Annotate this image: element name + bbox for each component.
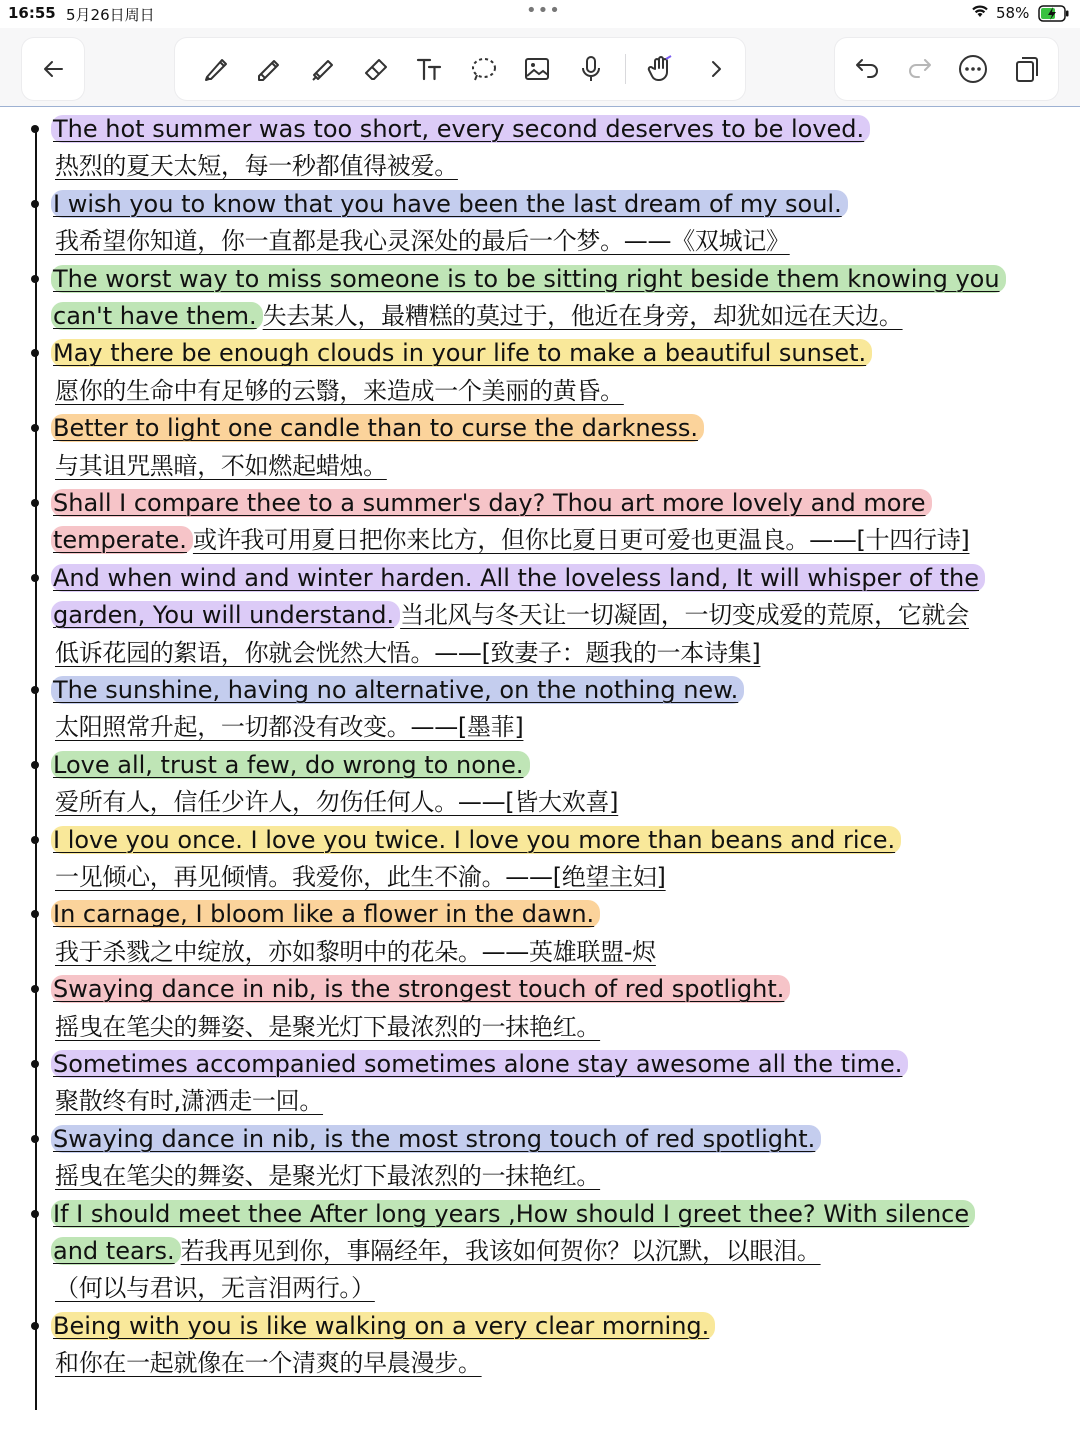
quote-english-line <box>55 261 1006 298</box>
highlighted-text: The sunshine, having no alternative, on the nothing new. <box>51 676 744 704</box>
hand-touch-icon[interactable] <box>641 50 679 88</box>
quote-english-line <box>55 410 704 447</box>
quote-chinese-line <box>55 1345 482 1382</box>
redo-icon[interactable] <box>901 50 939 88</box>
quote-english-line <box>55 560 985 597</box>
marker-icon[interactable] <box>305 50 343 88</box>
chinese-translation: 低诉花园的絮语，你就会恍然大悟。——[致妻子：题我的一本诗集] <box>55 638 761 667</box>
highlighted-text: garden, You will understand. <box>51 601 400 629</box>
more-icon[interactable] <box>954 50 992 88</box>
highlighted-text: The worst way to miss someone is to be sitting right beside them knowing you <box>51 265 1006 293</box>
highlighted-text: Love all, trust a few, do wrong to none. <box>51 751 530 779</box>
highlighted-text: Swaying dance in nib, is the most strong touch of red spotlight. <box>51 1125 821 1153</box>
chinese-translation: （何以与君识，无言泪两行。） <box>55 1274 375 1303</box>
quote-english-line <box>55 1233 821 1270</box>
quote-bullet <box>31 686 39 694</box>
quote-english-line <box>55 1196 975 1233</box>
quote-english-line <box>55 597 969 634</box>
status-bar <box>0 0 1080 28</box>
quote-chinese-line <box>55 934 656 971</box>
quote-english-line <box>55 298 903 335</box>
highlighted-text: temperate. <box>51 526 193 554</box>
chinese-translation: 摇曳在笔尖的舞姿、是聚光灯下最浓烈的一抹艳红。 <box>55 1012 601 1041</box>
chinese-translation: 太阳照常升起，一切都没有改变。——[墨菲] <box>55 713 524 742</box>
quote-chinese-line <box>55 1270 375 1307</box>
highlighted-text: The hot summer was too short, every second deserves to be loved. <box>51 115 870 143</box>
chinese-translation: 或许我可用夏日把你来比方，但你比夏日更可爱也更温良。——[十四行诗] <box>192 526 970 555</box>
chinese-translation: 愿你的生命中有足够的云翳，来造成一个美丽的黄昏。 <box>55 376 624 405</box>
highlighted-text: I wish you to know that you have been the last dream of my soul. <box>51 190 848 218</box>
highlighted-text: Being with you is like walking on a very clear morning. <box>51 1312 715 1340</box>
quote-bullet <box>31 275 39 283</box>
pen-icon[interactable] <box>198 50 236 88</box>
quote-chinese-line <box>55 148 458 185</box>
quote-bullet <box>31 349 39 357</box>
status-time: 16:55 <box>8 4 56 22</box>
quote-bullet <box>31 910 39 918</box>
chinese-translation: 与其诅咒黑暗，不如燃起蜡烛。 <box>55 451 387 480</box>
quote-chinese-line <box>55 784 618 821</box>
quote-english-line <box>55 971 790 1008</box>
quote-bullet <box>31 985 39 993</box>
microphone-icon[interactable] <box>572 50 610 88</box>
quote-english-line <box>55 186 848 223</box>
highlighted-text: Shall I compare thee to a summer's day? Thou art more lovely and more <box>51 489 932 517</box>
image-icon[interactable] <box>518 50 556 88</box>
back-arrow-icon[interactable] <box>34 50 72 88</box>
eraser-icon[interactable] <box>358 50 396 88</box>
quote-english-line <box>55 1046 908 1083</box>
quote-chinese-line <box>55 1009 600 1046</box>
quote-english-line <box>55 1121 821 1158</box>
chinese-translation: 一见倾心，再见倾情。我爱你，此生不渝。——[绝望主妇] <box>55 863 666 891</box>
chinese-translation: 聚散终有时,潇洒走一回。 <box>55 1087 324 1116</box>
quote-chinese-line <box>55 1158 600 1195</box>
quote-english-line <box>55 896 600 933</box>
quote-chinese-line <box>55 709 523 746</box>
pages-icon[interactable] <box>1008 50 1046 88</box>
lasso-icon[interactable] <box>465 50 503 88</box>
chevron-right-icon[interactable] <box>697 50 735 88</box>
chinese-translation: 当北风与冬天让一切凝固，一切变成爱的荒原，它就会 <box>400 601 969 630</box>
quote-chinese-line <box>55 1083 323 1120</box>
quote-bullet <box>31 574 39 582</box>
quote-chinese-line <box>55 448 387 485</box>
chinese-translation: 若我再见到你，事隔经年，我该如何贺你？以沉默，以眼泪。 <box>180 1237 821 1265</box>
chinese-translation: 失去某人，最糟糕的莫过于，他近在身旁，却犹如远在天边。 <box>262 302 903 330</box>
quote-bullet <box>31 125 39 133</box>
quote-english-line <box>55 335 872 372</box>
wifi-icon <box>970 3 990 23</box>
chinese-translation: 和你在一起就像在一个清爽的早晨漫步。 <box>55 1349 482 1378</box>
battery-charging-icon <box>1038 5 1070 26</box>
quote-english-line <box>55 522 969 559</box>
highlighted-text: and tears. <box>51 1237 181 1265</box>
highlighted-text: And when wind and winter harden. All the loveless land, It will whisper of the <box>51 564 985 592</box>
quote-bullet <box>31 1322 39 1330</box>
multitask-dots[interactable]: ••• <box>526 0 561 21</box>
highlighted-text: Sometimes accompanied sometimes alone stay awesome all the time. <box>51 1050 908 1078</box>
highlighted-text: Swaying dance in nib, is the strongest touch of red spotlight. <box>51 975 790 1003</box>
pencil-icon[interactable] <box>251 50 289 88</box>
chinese-translation: 我于杀戮之中绽放，亦如黎明中的花朵。——英雄联盟-烬 <box>55 937 656 966</box>
highlighted-text: Better to light one candle than to curse the darkness. <box>51 414 704 442</box>
quote-bullet <box>31 1210 39 1218</box>
toolbar-separator <box>625 54 626 84</box>
quote-english-line <box>55 822 901 859</box>
quote-english-line <box>55 747 530 784</box>
undo-icon[interactable] <box>848 50 886 88</box>
highlighted-text: can't have them. <box>51 302 263 330</box>
chinese-translation: 热烈的夏天太短，每一秒都值得被爱。 <box>55 152 458 181</box>
chinese-translation: 摇曳在笔尖的舞姿、是聚光灯下最浓烈的一抹艳红。 <box>55 1162 601 1191</box>
quote-bullet <box>31 1135 39 1143</box>
quote-chinese-line <box>55 223 790 260</box>
highlighted-text: May there be enough clouds in your life to make a beautiful sunset. <box>51 339 872 367</box>
status-date: 5月26日周日 <box>66 6 155 24</box>
chinese-translation: 我希望你知道，你一直都是我心灵深处的最后一个梦。——《双城记》 <box>55 227 790 256</box>
quote-bullet <box>31 761 39 769</box>
highlighted-text: In carnage, I bloom like a flower in the dawn. <box>51 900 600 928</box>
quote-chinese-line <box>55 373 624 410</box>
quote-bullet <box>31 1060 39 1068</box>
quote-bullet <box>31 424 39 432</box>
quote-english-line <box>55 672 744 709</box>
battery-percent: 58% <box>996 4 1030 22</box>
quote-english-line <box>55 1308 715 1345</box>
quote-english-line <box>55 111 870 148</box>
highlighted-text: If I should meet thee After long years ,How should I greet thee? With silence <box>51 1200 975 1228</box>
quote-chinese-line <box>55 635 760 672</box>
quote-chinese-line <box>55 859 666 896</box>
chinese-translation: 爱所有人，信任少许人，勿伤任何人。——[皆大欢喜] <box>55 788 619 817</box>
text-tool-icon[interactable] <box>411 50 449 88</box>
quote-bullet <box>31 499 39 507</box>
highlighted-text: I love you once. I love you twice. I love you more than beans and rice. <box>51 826 901 854</box>
quote-english-line <box>55 485 932 522</box>
quote-bullet <box>31 836 39 844</box>
timeline-line <box>35 128 37 1410</box>
quote-bullet <box>31 200 39 208</box>
